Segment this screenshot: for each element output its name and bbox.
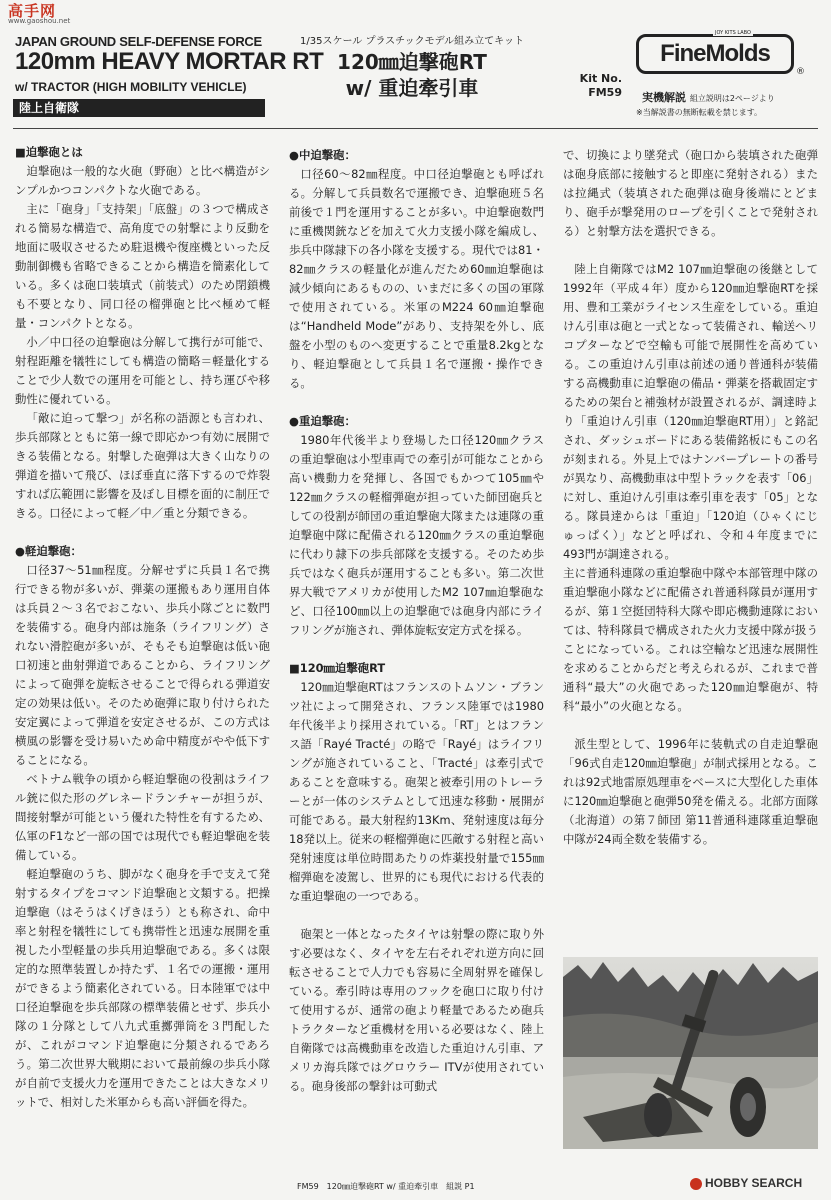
logo-tagline: JOY KITS LABO — [715, 30, 751, 36]
paragraph: 陸上自衛隊ではM2 107㎜迫撃砲の後継として1992年（平成４年）度から120㎜迫撃砲RTを採用、豊和工業がライセンス生産をしている。重迫けん引車は砲と一式となって装備され、輸送ヘリコプターなどで空輸も可能で展開性を高めている。この重迫けん引車は前述の通り普通科が装備する高機動車に迫撃砲の備品・弾薬を搭載固定するための架台と補強材が設置されるが、調達時より「重迫けん引車（120㎜迫撃砲RT用）」と銘記され、ダッシュボードにある装備銘板にもこの名が刻まれる。外見上ではナンバープレートの番号が異なり、高機動車は中型トラックを表す「06」に対し、重迫けん引車は牽引車を表す「05」となる。隊員達からは「重迫」「120迫（ひゃくにじゅっぱく）」などと呼ばれ、令和４年度までに493門が調達される。 — [563, 262, 818, 561]
paragraph-gap — [563, 716, 818, 735]
section-heading: ●中迫撃砲： — [289, 148, 356, 162]
paragraph: 軽迫撃砲のうち、脚がなく砲身を手で支えて発射するタイプをコマンド迫撃砲と文類する。把操迫撃砲（はそうはくげきほう）とも称され、命中率と射程を犠牲にしても携帯性と迅速な展開を重視した小型軽量の歩兵用迫撃砲である。多くは限定的な照準装置しか持たず、１名での運搬・運用ができるよう簡素化されている。日本陸軍では中口径迫撃砲を歩兵部隊の標準装備とせず、歩兵小隊の１分隊として八九式重擲弾筒を３門配したが、これがコマンド迫撃砲に分類されるであろう。第二次世界大戦期において最前線の歩兵小隊が自前で支援火力を運用できたことは大きなメリットで、相対した米軍からも高い評価を得た。 — [15, 867, 270, 1109]
footer-caption: FM59 120㎜迫撃砲RT w/ 重迫牽引車 組説 P1 — [297, 1182, 475, 1191]
watermark — [8, 2, 78, 26]
section-heading: ■120㎜迫撃砲RT — [289, 661, 386, 675]
paragraph: 120㎜迫撃砲RTはフランスのトムソン・ブランツ社によって開発され、フランス陸軍では1980年代後半より採用されている。「RT」とはフランス語「Rayé Tracté」の略で「Rayé」はライフリングが施されていること、「Tracté」は牽引式であることを意味する。砲架と被牽引用のトレーラーとが一体のシステムとして迅速な移動・展開が可能である。最大射程約13Km、発射速度は毎分18発以上。従来の軽榴弾砲に匹敵する射程と高い発射速度は単位時間あたりの炸薬投射量で155㎜榴弾砲を凌駕し、世界的にも現代における代表的な重迫撃砲の一つである。 — [289, 680, 544, 903]
section-heading: ●軽迫撃砲： — [15, 544, 82, 558]
paragraph-gap — [563, 241, 818, 260]
registered-mark: ® — [796, 67, 805, 77]
english-subtitle: JAPAN GROUND SELF-DEFENSE FORCE — [15, 34, 262, 49]
watermark-url: www.gaoshou.net — [8, 17, 71, 25]
header-divider — [13, 128, 818, 129]
kit-number — [578, 72, 622, 100]
copyright-notice: ※当解説書の無断転載を禁じます。 — [636, 108, 763, 117]
paragraph: 主に「砲身」「支持架」「底盤」の３つで構成される簡易な構造で、高角度での射撃により反動を地面に吸収させるため駐退機や復座機といった反動制御機も省略できることから構造を簡素化している。多くは砲口装填式（前装式）のため閉鎖機も不要となり、同口径の榴弾砲と比べ極めて軽量・コンパクトとなる。 — [15, 202, 270, 330]
paragraph: ベトナム戦争の頃から軽迫撃砲の役割はライフル銃に似た形のグレネードランチャーが担うが、間接射撃が可能という優れた特性を有するため、仏軍のF1など一部の国では現代でも軽迫撃砲を装備している。 — [15, 772, 270, 862]
section-heading: ●重迫撃砲： — [289, 414, 356, 428]
japanese-title: 120㎜迫撃砲RT — [337, 50, 487, 74]
paragraph-gap — [15, 523, 270, 542]
paragraph: 砲架と一体となったタイヤは射撃の際に取り外す必要はなく、タイヤを左右それぞれ逆方向に回転させることで人力でも容易に全周射界を確保している。牽引時は専用のフックを砲口に取り付けて使用するが、通常の砲より軽量であるため砲兵トラクターなど重機材を用いる必要はなく、陸上自衛隊では高機動車を改造した重迫けん引車、アメリカ海兵隊ではグロウラー ITVが使用されている。砲身後部の撃針は可動式 — [289, 927, 544, 1093]
kit-number-label: Kit No. — [579, 72, 622, 85]
paragraph: 小／中口径の迫撃砲は分解して携行が可能で、射程距離を犠牲にしても構造の簡略＝軽量化することで少人数での運用を可能とし、持ち運びや移動性に優れている。 — [15, 335, 270, 406]
japanese-title-tractor: w/ 重迫牽引車 — [345, 76, 479, 100]
jgsdf-tag: 陸上自衛隊 — [13, 99, 265, 117]
mortar-photo — [563, 957, 818, 1149]
english-subtitle-vehicle: w/ TRACTOR (HIGH MOBILITY VEHICLE) — [15, 80, 247, 94]
paragraph: 主に普通科連隊の重迫撃砲中隊や本部管理中隊の重迫撃砲小隊などに配備され普通科隊員が運用するが、第１空挺団特科大隊や即応機動連隊においては、特科隊員で構成された火力支援中隊が扱うことになっている。これは空輸など迅速な展開性を求めることからだと考えられるが、これまで普通科“最大”の火砲であった120㎜迫撃砲が、特科“最小”の火砲となる。 — [563, 566, 818, 713]
guide-heading — [642, 89, 775, 105]
paragraph-gap — [289, 393, 544, 412]
paragraph-gap — [289, 640, 544, 659]
hobby-search-watermark — [690, 1176, 802, 1190]
paragraph-gap — [289, 906, 544, 925]
paragraph: 口径60〜82㎜程度。中口径迫撃砲とも呼ばれる。分解して兵員数名で運搬でき、迫撃砲班５名前後で１門を運用することが多い。中迫撃砲数門に重機関銃などを加えて火力支援小隊を編成し、歩兵中隊隷下の各小隊を支援する。現代では81・82㎜クラスの軽量化が進んだため60㎜迫撃砲は減少傾向にあるものの、いまだに多くの国の軍隊で使用されている。米軍のM224 60㎜迫撃砲は“Handheld Mode”があり、支持架を外し、底盤を小型のものへ変更することで重量8.2kgとなり、軽迫撃砲として兵員１名で運搬・操作できる。 — [289, 167, 544, 390]
paragraph: 派生型として、1996年に装軌式の自走迫撃砲「96式自走120㎜迫撃砲」が制式採用となる。これは92式地雷原処理車をベースに大型化した車体に120㎜迫撃砲と砲弾50発を備える。北部方面隊（北海道）の第７師団 第11普通科連隊重迫撃砲中隊が24両全数を装備する。 — [563, 737, 818, 846]
guide-title: 実機解説 — [642, 91, 686, 104]
paragraph: 迫撃砲は一般的な火砲（野砲）と比べ構造がシンプルかつコンパクトな火砲である。 — [15, 164, 270, 197]
kit-number-value: FM59 — [588, 86, 622, 99]
paragraph: 口径37〜51㎜程度。分解せずに兵員１名で携行できる物が多いが、弾薬の運搬もあり運用自体は兵員２〜３名でおこない、歩兵小隊ごとに数門を装備する。砲身内部は施条（ライフリング）されない滑腔砲が多いが、そもそも迫撃砲は低い砲口初速と曲射弾道であることから、ライフリングによって砲弾を旋転させることで得られる弾道安定の効果は低い。そのため砲弾に取り付けられた安定翼によって弾道を安定させるが、この方式は横風の影響を受け易いため命中精度がやや低下することになる。 — [15, 563, 270, 767]
guide-note: 組立説明は2ページより — [689, 94, 775, 103]
text-column-2 — [289, 146, 544, 1096]
english-title: 120mm HEAVY MORTAR RT — [15, 48, 324, 75]
hobby-search-icon — [690, 1178, 702, 1190]
text-column-1 — [15, 143, 270, 1112]
watermark-logo: 高手网 — [8, 2, 57, 20]
paragraph: 1980年代後半より登場した口径120㎜クラスの重迫撃砲は小型車両での牽引が可能なことから高い機動力を発揮し、各国でもかつて105㎜や122㎜クラスの軽榴弾砲が担っていた師団砲兵としての役割が師団の重迫撃砲大隊または連隊の重迫撃砲中隊に配備される120㎜クラスの重迫撃砲に代わり隷下の歩兵部隊を支援する。そのため歩兵ではなく砲兵が運用することも多い。第二次世界大戦でアメリカが使用したM2 107㎜迫撃砲など、口径100㎜以上の迫撃砲では砲身内部にライフリングが施され、弾体旋転安定方式を採る。 — [289, 433, 544, 637]
text-column-3 — [563, 146, 818, 849]
japanese-scale-subtitle: 1/35スケール プラスチックモデル組み立てキット — [300, 36, 524, 47]
paragraph: 「敵に迫って撃つ」が名称の語源とも言われ、歩兵部隊とともに第一線で即応かつ有効に展開できる装備となる。射撃した砲弾は大きく山なりの弾道を描いて飛び、ほぼ垂直に落下するので炸裂すれば広範囲に影響を及ぼし目標を面的に制圧できる。口径によって軽／中／重と分類できる。 — [15, 411, 270, 520]
section-heading: ■迫撃砲とは — [15, 145, 83, 159]
paragraph: で、切換により墜発式（砲口から装填された砲弾は砲身底部に接触すると即座に発射される）または拉縄式（装填された砲弾は砲身後端にとどまり、砲手が撃発用のロープを引くことで発射される）と射撃方法を選択できる。 — [563, 148, 818, 238]
hobby-search-text: HOBBY SEARCH — [705, 1176, 803, 1190]
finemolds-logo: FineMolds — [636, 34, 794, 74]
